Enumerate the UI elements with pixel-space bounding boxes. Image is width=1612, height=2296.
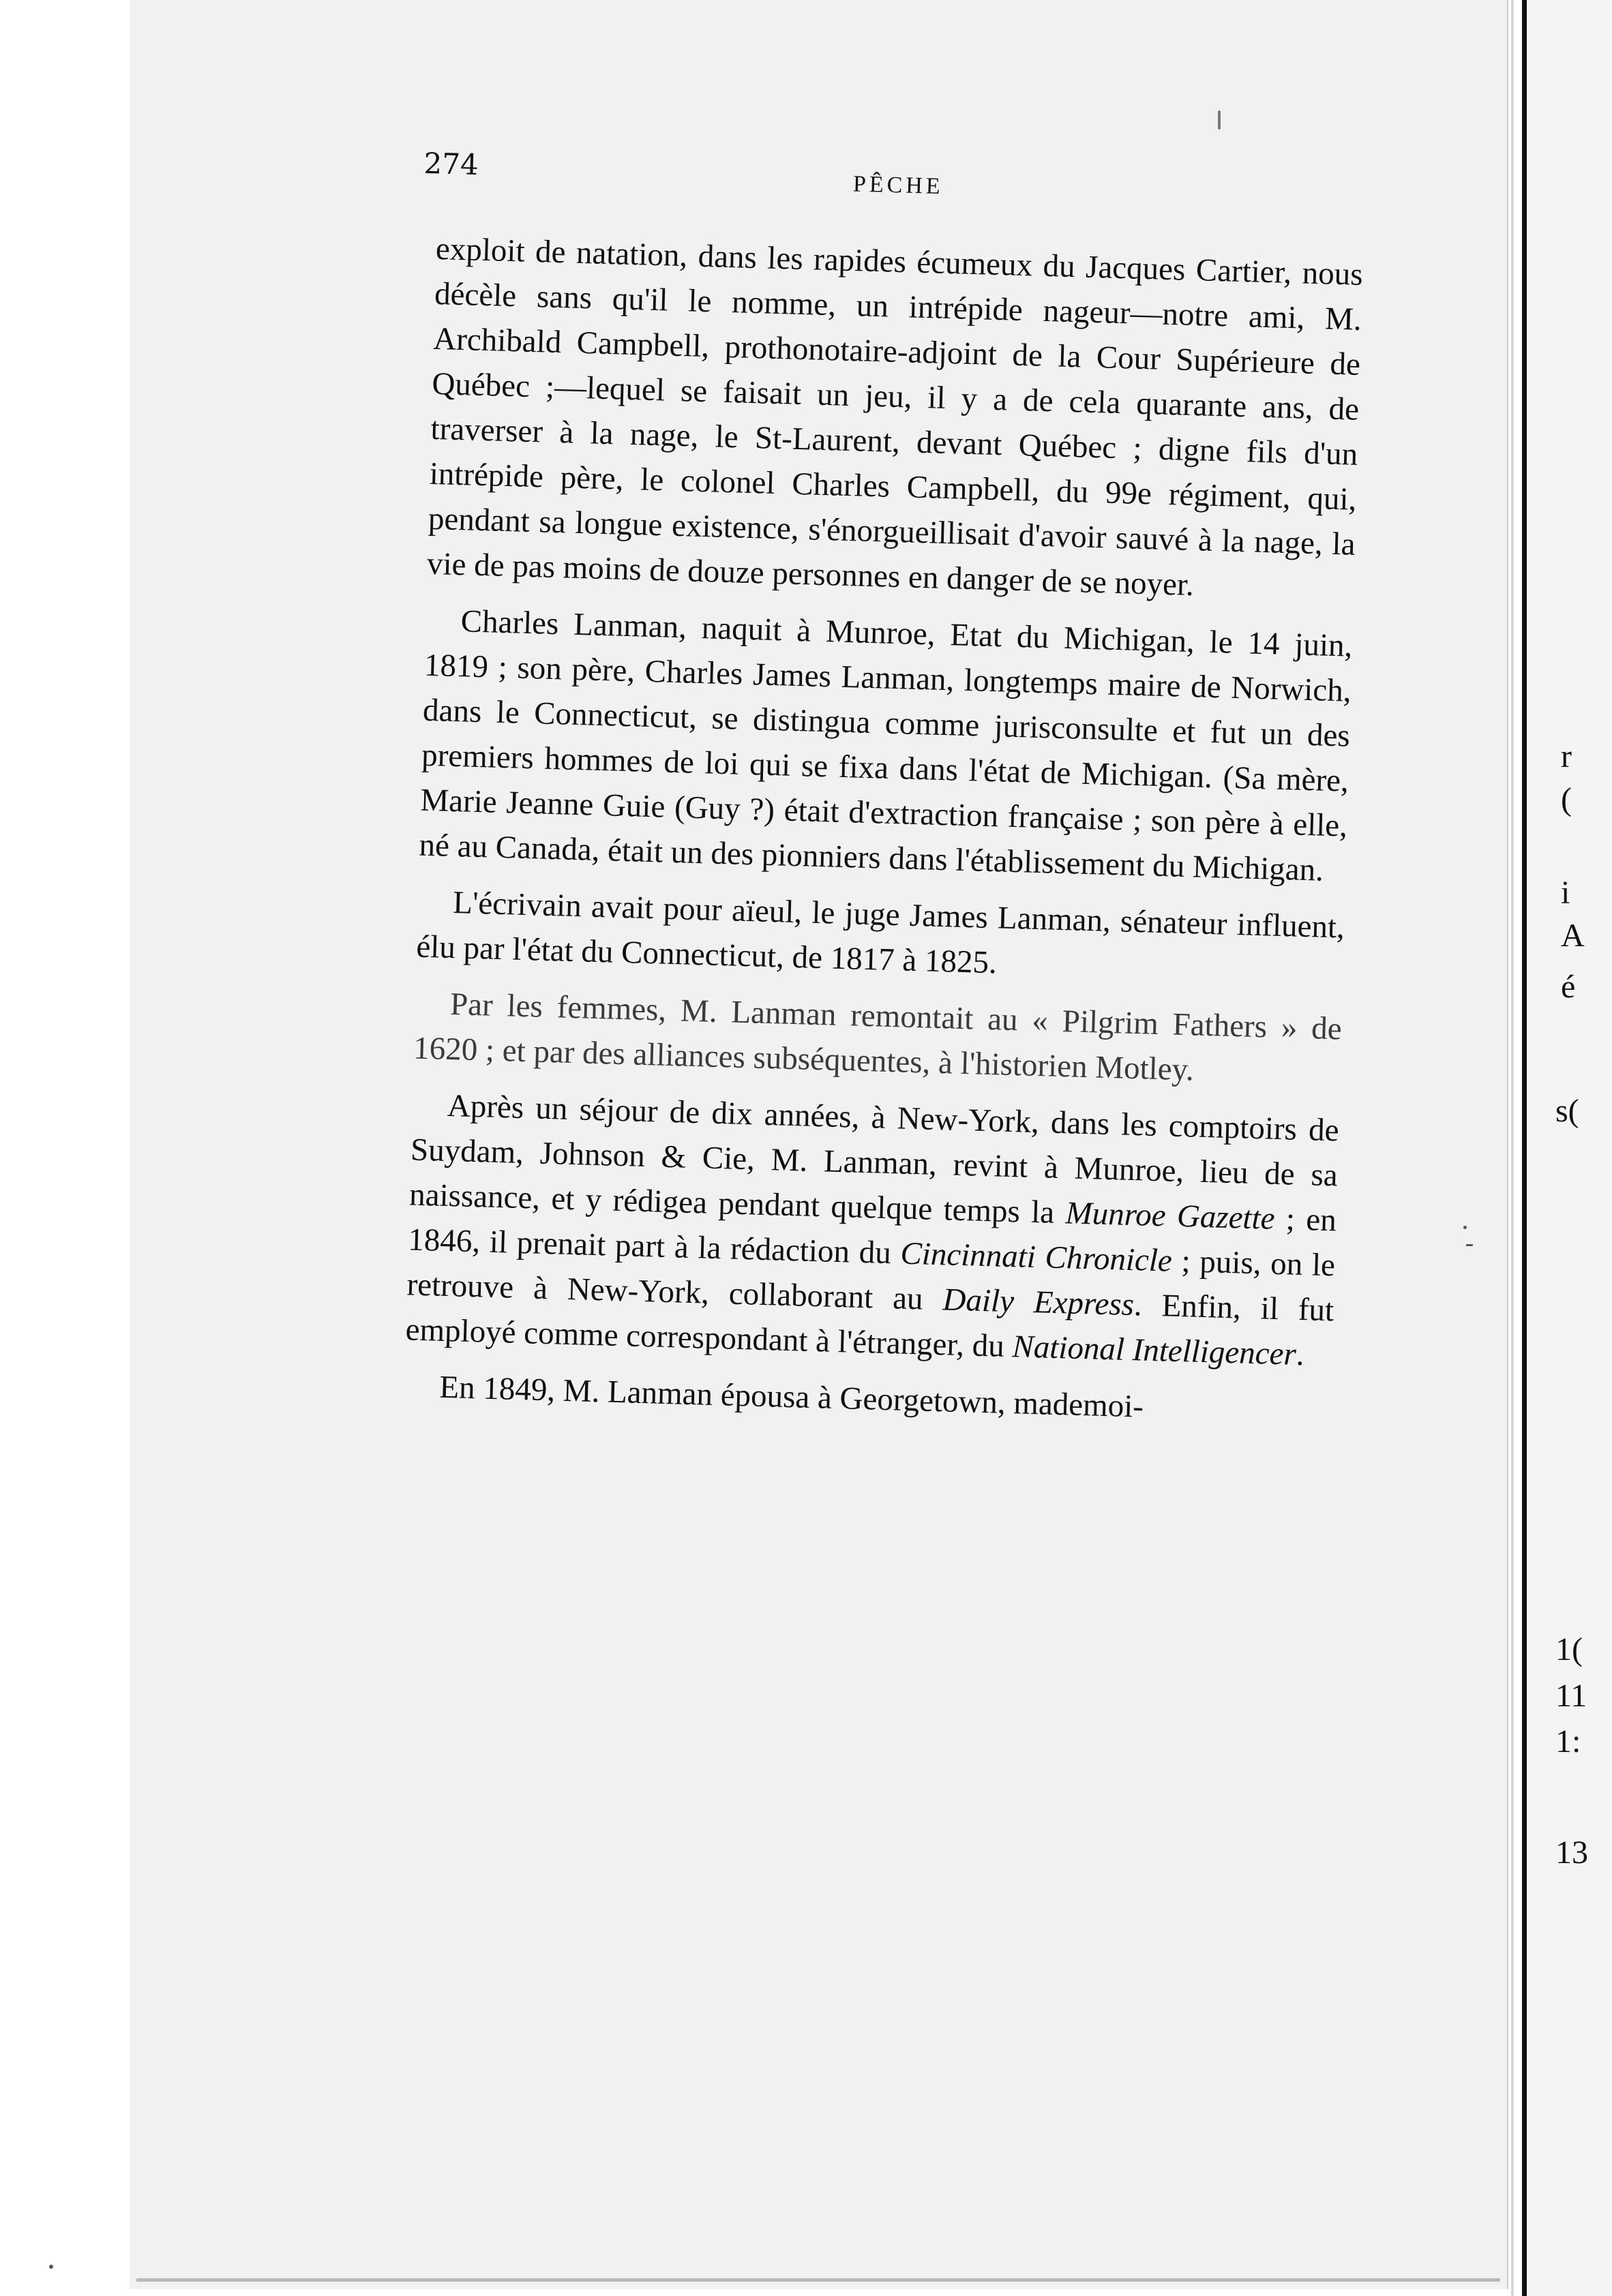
adjacent-page-fragment: 1: [1555, 1723, 1581, 1759]
newspaper-title: Daily Express [942, 1282, 1135, 1323]
paragraph-continued: exploit de natation, dans les rapides écumeux du Jacques Cartier, nous décèle sans qu'il le nomme, un intrépide nageur—notre ami, M. Archibald Campbell, prothonotaire-adjoint de la Cour Supérieure de Québec ;—lequel se faisait un jeu, il y a de cela quarante ans, de traverser à la nage, le St-Laurent, devant Québec ; digne fils d'un intrépide père, le colonel Charles Campbell, du 99e régiment, qui, pendant sa longue existence, s'énorgueillisait d'avoir sauvé à la nage, la vie de pas moins de douze personnes en danger de se noyer. [426, 230, 1364, 603]
running-title: PÊCHE [852, 171, 944, 200]
page-gutter [1511, 0, 1514, 2296]
paragraph: Charles Lanman, naquit à Munroe, Etat du Michigan, le 14 juin, 1819 ; son père, Charles James Lanman, longtemps maire de Norwich, dans le Connecticut, se distingua comme jurisconsulte et fut un des premiers hommes de loi qui se fixa dans l'état de Michigan. (Sa mère, Marie Jeanne Guie (Guy ?) était d'extraction française ; son père à elle, né au Canada, était un des pionniers dans l'établissement du Michigan. [418, 603, 1354, 888]
adjacent-page-fragment: ( [1561, 781, 1572, 817]
page-edge [136, 2278, 1500, 2282]
adjacent-page-fragment: s( [1555, 1093, 1579, 1129]
scan-speck [49, 2265, 53, 2269]
scan-speck [1218, 110, 1221, 130]
scan-speck [1466, 1244, 1473, 1246]
adjacent-page-fragment: A [1561, 918, 1585, 954]
adjacent-page [1522, 0, 1612, 2296]
newspaper-title: National Intelligencer [1011, 1329, 1297, 1372]
paragraph: En 1849, M. Lanman épousa à Georgetown, mademoi- [438, 1369, 1144, 1425]
paragraph [405, 1083, 1340, 1378]
running-head [422, 7, 1356, 258]
adjacent-page-fragment: i [1561, 875, 1570, 911]
paragraph-text: . Enfin, il fut employé comme correspondant à l'étranger, du [405, 1287, 1334, 1365]
adjacent-page-fragment: 1( [1555, 1631, 1583, 1667]
paragraph-text: ; puis, on le retrouve à New-York, collaborant au [406, 1243, 1336, 1318]
paragraph-text: Après un séjour de dix années, à New-York, dans les comptoirs de Suydam, Johnson & Cie, M. Lanman, revint à Munroe, lieu de sa naissance, et y rédigea pendant quelque temps la [408, 1087, 1340, 1231]
adjacent-page-fragment: é [1561, 969, 1576, 1005]
adjacent-page-fragment: 13 [1555, 1834, 1588, 1871]
newspaper-title: Munroe Gazette [1064, 1195, 1276, 1237]
paragraph: L'écrivain avait pour aïeul, le juge James Lanman, sénateur influent, élu par l'état du Connecticut, de 1817 à 1825. [415, 885, 1345, 981]
scan-speck [1463, 1226, 1467, 1229]
adjacent-page-fragment: r [1561, 738, 1572, 774]
newspaper-title: Cincinnati Chronicle [899, 1235, 1173, 1279]
body-text [403, 226, 1363, 1446]
paragraph-text: . [1296, 1336, 1305, 1373]
adjacent-page-fragment: 11 [1555, 1678, 1587, 1714]
page-number: 274 [423, 146, 479, 182]
paragraph: Par les femmes, M. Lanman remontait au « Pilgrim Fathers » de 1620 ; et par des alliances subséquentes, à l'historien Motley. [413, 986, 1343, 1088]
paragraph-text: ; en 1846, il prenait part à la rédaction du [407, 1200, 1337, 1271]
